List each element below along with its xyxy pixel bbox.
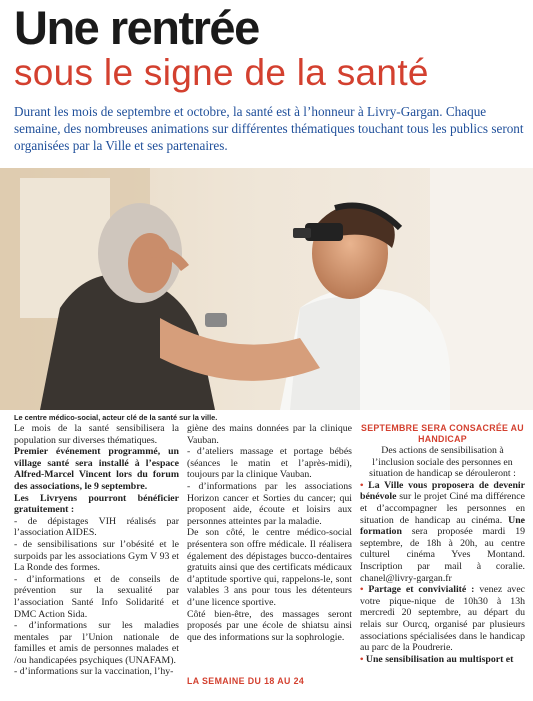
col1-paragraph: - de sensibilisations sur l’obésité et le surpoids par les associations Gym V 93 et La Ronde des formes. [14, 538, 179, 574]
col3-paragraph: Des actions de sensibilisation à l’inclusion sociale des personnes en situation de handicap se dérouleront : [369, 445, 516, 480]
col1-paragraph: Le mois de la santé sensibilisera la population sur diverses thématiques. [14, 423, 179, 446]
column-3 [360, 423, 525, 665]
section-heading-handicap: SEPTEMBRE SERA CONSACRÉE AU HANDICAP [361, 423, 524, 444]
col3-bullet-multisport: • Une sensibilisation au multisport et [360, 653, 514, 665]
bullet-icon: • [360, 584, 364, 596]
section-heading-week: LA SEMAINE DU 18 AU 24 [187, 676, 305, 686]
col2-paragraph: giène des mains données par la clinique Vauban. [187, 423, 352, 446]
col1-paragraph: - d’informations sur la vaccination, l’hy- [14, 666, 174, 678]
col2-paragraph: - d’ateliers massage et portage bébés (séances le matin et l’après-midi), toujours par la clinique Vauban. [187, 446, 352, 481]
column-2 [187, 423, 352, 643]
col2-paragraph: De son côté, le centre médico-social présentera son offre médicale. Il réalisera également des dépistages bucco-dentaires gratuits ainsi que des certificats médicaux d’aptitude sportive qui, rappelons-le, sont valables 3 ans pour tous les détenteurs d’une licence sportive. [187, 527, 352, 608]
col1-paragraph: Premier événement programmé, un village santé sera installé à l’espace Alfred-Marcel Vincent lors du forum des associations, le 9 septembre. [14, 446, 179, 492]
col1-paragraph: - d’informations sur les maladies mentales par l’Union nationale de familles et amis de personnes malades et /ou handicapées psychiques (UNAFAM). [14, 620, 179, 666]
contact-email[interactable]: chanel@livry-gargan.fr [360, 572, 452, 584]
col1-paragraph: Les Livryens pourront bénéficier gratuitement : [14, 492, 179, 516]
headline-line1: Une rentrée [14, 1, 259, 54]
headline-line2: sous le signe de la santé [14, 52, 429, 93]
bullet-icon: • [360, 653, 364, 665]
col2-paragraph: Côté bien-être, des massages seront proposés par une école de shiatsu ainsi que des informations sur la sophrologie. [187, 608, 352, 643]
article-photo [0, 168, 533, 410]
photo-caption: Le centre médico-social, acteur clé de la santé sur la ville. [14, 413, 218, 422]
col1-paragraph: - d’informations et de conseils de prévention sur la sexualité par l’association Santé Info Solidarité et DMC Action Sida. [14, 573, 179, 620]
col1-paragraph: - de dépistages VIH réalisés par l’association AIDES. [14, 515, 179, 539]
column-1 [14, 423, 179, 678]
col2-paragraph: - d’informations par les associations Horizon cancer et Sorties du cancer; qui proposent aide, écoute et loisirs aux personnes atteintes par la maladie. [187, 480, 352, 527]
bullet-icon: • [360, 479, 364, 491]
intro-paragraph: Durant les mois de septembre et octobre, la santé est à l’honneur à Livry-Gargan. Chaque semaine, des nombreuses animations sur différentes thématiques touchant tous les publics seront organisées par la Ville et ses partenaires. [14, 104, 524, 153]
col3-bullet-picnic: • Partage et convivialité : venez avec votre pique-nique de 10h30 à 13h mercredi 20 septembre, au départ du relais sur Ourcq, organisé par plusieurs associations spécialisées dans le handicap au parc de la Poudrerie. [360, 584, 526, 654]
col3-bullet-volunteer: • La Ville vous proposera de devenir bénévole sur le projet Ciné ma différence et d’accompagner les personnes en situation de handicap au cinéma. Une formation sera proposée mardi 19 septembre, de 18h à 20h, au centre culturel cinéma Yves Montand. Inscription par mail à coralie. chanel@livry-gargan.fr [360, 479, 525, 584]
